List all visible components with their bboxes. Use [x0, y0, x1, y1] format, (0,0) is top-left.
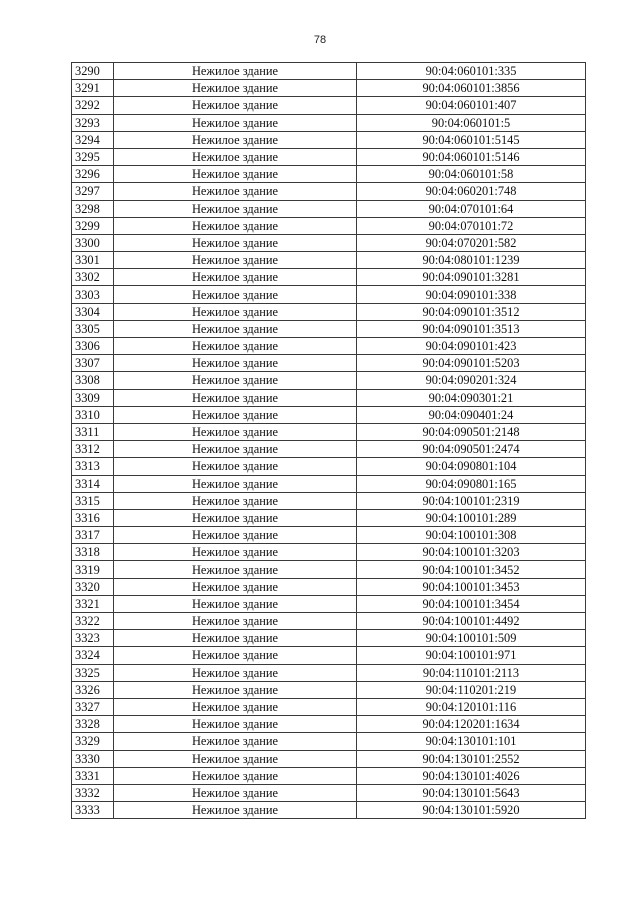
row-number-cell: 3326: [72, 681, 114, 698]
cadastral-number-cell: 90:04:080101:1239: [357, 252, 586, 269]
table-row: [72, 458, 586, 475]
table-row: [72, 200, 586, 217]
cadastral-number-cell: 90:04:060101:407: [357, 97, 586, 114]
row-number-cell: 3315: [72, 492, 114, 509]
object-type-cell: Нежилое здание: [114, 166, 357, 183]
cadastral-number-cell: 90:04:090101:5203: [357, 355, 586, 372]
row-number-cell: 3291: [72, 80, 114, 97]
cadastral-number-cell: 90:04:120101:116: [357, 698, 586, 715]
object-type-cell: Нежилое здание: [114, 234, 357, 251]
cadastral-number-cell: 90:04:100101:289: [357, 509, 586, 526]
table-row: [72, 217, 586, 234]
cadastral-number-cell: 90:04:090501:2148: [357, 423, 586, 440]
row-number-cell: 3311: [72, 423, 114, 440]
object-type-cell: Нежилое здание: [114, 784, 357, 801]
row-number-cell: 3330: [72, 750, 114, 767]
row-number-cell: 3316: [72, 509, 114, 526]
cadastral-number-cell: 90:04:090801:165: [357, 475, 586, 492]
table-row: [72, 269, 586, 286]
table-row: [72, 475, 586, 492]
row-number-cell: 3314: [72, 475, 114, 492]
object-type-cell: Нежилое здание: [114, 97, 357, 114]
object-type-cell: Нежилое здание: [114, 303, 357, 320]
object-type-cell: Нежилое здание: [114, 613, 357, 630]
table-row: [72, 389, 586, 406]
table-row: [72, 148, 586, 165]
object-type-cell: Нежилое здание: [114, 681, 357, 698]
row-number-cell: 3331: [72, 767, 114, 784]
object-type-cell: Нежилое здание: [114, 733, 357, 750]
cadastral-number-cell: 90:04:070101:64: [357, 200, 586, 217]
row-number-cell: 3332: [72, 784, 114, 801]
object-type-cell: Нежилое здание: [114, 698, 357, 715]
table-row: [72, 664, 586, 681]
table-row: [72, 423, 586, 440]
cadastral-number-cell: 90:04:100101:3203: [357, 544, 586, 561]
table-row: [72, 441, 586, 458]
table-row: [72, 509, 586, 526]
table-row: [72, 492, 586, 509]
row-number-cell: 3328: [72, 716, 114, 733]
object-type-cell: Нежилое здание: [114, 217, 357, 234]
row-number-cell: 3300: [72, 234, 114, 251]
table-row: [72, 252, 586, 269]
cadastral-number-cell: 90:04:130101:4026: [357, 767, 586, 784]
registry-table-body: [72, 63, 586, 819]
table-row: [72, 97, 586, 114]
row-number-cell: 3297: [72, 183, 114, 200]
object-type-cell: Нежилое здание: [114, 148, 357, 165]
row-number-cell: 3301: [72, 252, 114, 269]
cadastral-number-cell: 90:04:100101:509: [357, 630, 586, 647]
object-type-cell: Нежилое здание: [114, 458, 357, 475]
object-type-cell: Нежилое здание: [114, 269, 357, 286]
row-number-cell: 3312: [72, 441, 114, 458]
cadastral-number-cell: 90:04:060101:3856: [357, 80, 586, 97]
table-row: [72, 630, 586, 647]
table-row: [72, 784, 586, 801]
table-row: [72, 372, 586, 389]
table-row: [72, 406, 586, 423]
table-row: [72, 355, 586, 372]
object-type-cell: Нежилое здание: [114, 509, 357, 526]
cadastral-number-cell: 90:04:060101:58: [357, 166, 586, 183]
object-type-cell: Нежилое здание: [114, 183, 357, 200]
table-row: [72, 750, 586, 767]
table-row: [72, 802, 586, 819]
table-row: [72, 544, 586, 561]
cadastral-number-cell: 90:04:090101:338: [357, 286, 586, 303]
cadastral-number-cell: 90:04:090101:3512: [357, 303, 586, 320]
object-type-cell: Нежилое здание: [114, 475, 357, 492]
cadastral-number-cell: 90:04:060101:5: [357, 114, 586, 131]
table-row: [72, 613, 586, 630]
cadastral-number-cell: 90:04:090101:3281: [357, 269, 586, 286]
cadastral-number-cell: 90:04:100101:2319: [357, 492, 586, 509]
cadastral-number-cell: 90:04:110201:219: [357, 681, 586, 698]
cadastral-number-cell: 90:04:060101:5145: [357, 131, 586, 148]
object-type-cell: Нежилое здание: [114, 389, 357, 406]
row-number-cell: 3321: [72, 595, 114, 612]
object-type-cell: Нежилое здание: [114, 767, 357, 784]
cadastral-number-cell: 90:04:060101:5146: [357, 148, 586, 165]
table-row: [72, 63, 586, 80]
object-type-cell: Нежилое здание: [114, 338, 357, 355]
cadastral-number-cell: 90:04:100101:308: [357, 527, 586, 544]
object-type-cell: Нежилое здание: [114, 286, 357, 303]
row-number-cell: 3327: [72, 698, 114, 715]
table-row: [72, 114, 586, 131]
cadastral-number-cell: 90:04:060201:748: [357, 183, 586, 200]
cadastral-number-cell: 90:04:090101:423: [357, 338, 586, 355]
object-type-cell: Нежилое здание: [114, 544, 357, 561]
table-row: [72, 767, 586, 784]
row-number-cell: 3319: [72, 561, 114, 578]
row-number-cell: 3299: [72, 217, 114, 234]
table-row: [72, 80, 586, 97]
row-number-cell: 3292: [72, 97, 114, 114]
object-type-cell: Нежилое здание: [114, 131, 357, 148]
cadastral-number-cell: 90:04:120201:1634: [357, 716, 586, 733]
row-number-cell: 3293: [72, 114, 114, 131]
cadastral-number-cell: 90:04:090401:24: [357, 406, 586, 423]
object-type-cell: Нежилое здание: [114, 492, 357, 509]
table-row: [72, 131, 586, 148]
table-row: [72, 561, 586, 578]
table-row: [72, 234, 586, 251]
object-type-cell: Нежилое здание: [114, 372, 357, 389]
row-number-cell: 3303: [72, 286, 114, 303]
row-number-cell: 3325: [72, 664, 114, 681]
cadastral-number-cell: 90:04:090201:324: [357, 372, 586, 389]
object-type-cell: Нежилое здание: [114, 423, 357, 440]
cadastral-number-cell: 90:04:070201:582: [357, 234, 586, 251]
object-type-cell: Нежилое здание: [114, 80, 357, 97]
row-number-cell: 3323: [72, 630, 114, 647]
table-row: [72, 166, 586, 183]
object-type-cell: Нежилое здание: [114, 561, 357, 578]
object-type-cell: Нежилое здание: [114, 63, 357, 80]
object-type-cell: Нежилое здание: [114, 441, 357, 458]
row-number-cell: 3310: [72, 406, 114, 423]
row-number-cell: 3333: [72, 802, 114, 819]
object-type-cell: Нежилое здание: [114, 200, 357, 217]
row-number-cell: 3294: [72, 131, 114, 148]
row-number-cell: 3324: [72, 647, 114, 664]
cadastral-number-cell: 90:04:130101:2552: [357, 750, 586, 767]
object-type-cell: Нежилое здание: [114, 716, 357, 733]
cadastral-number-cell: 90:04:130101:5643: [357, 784, 586, 801]
object-type-cell: Нежилое здание: [114, 630, 357, 647]
table-row: [72, 320, 586, 337]
cadastral-number-cell: 90:04:130101:5920: [357, 802, 586, 819]
object-type-cell: Нежилое здание: [114, 750, 357, 767]
table-row: [72, 286, 586, 303]
object-type-cell: Нежилое здание: [114, 664, 357, 681]
object-type-cell: Нежилое здание: [114, 647, 357, 664]
object-type-cell: Нежилое здание: [114, 595, 357, 612]
cadastral-number-cell: 90:04:090501:2474: [357, 441, 586, 458]
table-row: [72, 303, 586, 320]
row-number-cell: 3295: [72, 148, 114, 165]
object-type-cell: Нежилое здание: [114, 114, 357, 131]
table-row: [72, 183, 586, 200]
row-number-cell: 3318: [72, 544, 114, 561]
row-number-cell: 3307: [72, 355, 114, 372]
object-type-cell: Нежилое здание: [114, 527, 357, 544]
object-type-cell: Нежилое здание: [114, 355, 357, 372]
object-type-cell: Нежилое здание: [114, 252, 357, 269]
row-number-cell: 3298: [72, 200, 114, 217]
table-row: [72, 527, 586, 544]
row-number-cell: 3322: [72, 613, 114, 630]
row-number-cell: 3329: [72, 733, 114, 750]
table-row: [72, 647, 586, 664]
row-number-cell: 3296: [72, 166, 114, 183]
cadastral-number-cell: 90:04:090101:3513: [357, 320, 586, 337]
cadastral-number-cell: 90:04:060101:335: [357, 63, 586, 80]
cadastral-number-cell: 90:04:100101:971: [357, 647, 586, 664]
table-row: [72, 681, 586, 698]
object-type-cell: Нежилое здание: [114, 802, 357, 819]
cadastral-number-cell: 90:04:130101:101: [357, 733, 586, 750]
table-row: [72, 698, 586, 715]
row-number-cell: 3313: [72, 458, 114, 475]
page-number: 78: [313, 34, 327, 46]
row-number-cell: 3304: [72, 303, 114, 320]
cadastral-number-cell: 90:04:100101:3454: [357, 595, 586, 612]
cadastral-number-cell: 90:04:110101:2113: [357, 664, 586, 681]
row-number-cell: 3308: [72, 372, 114, 389]
cadastral-number-cell: 90:04:090801:104: [357, 458, 586, 475]
object-type-cell: Нежилое здание: [114, 320, 357, 337]
property-registry-table: [71, 62, 586, 819]
cadastral-number-cell: 90:04:100101:4492: [357, 613, 586, 630]
row-number-cell: 3317: [72, 527, 114, 544]
cadastral-number-cell: 90:04:070101:72: [357, 217, 586, 234]
object-type-cell: Нежилое здание: [114, 578, 357, 595]
table-row: [72, 716, 586, 733]
row-number-cell: 3290: [72, 63, 114, 80]
table-row: [72, 578, 586, 595]
object-type-cell: Нежилое здание: [114, 406, 357, 423]
table-row: [72, 338, 586, 355]
row-number-cell: 3306: [72, 338, 114, 355]
row-number-cell: 3320: [72, 578, 114, 595]
row-number-cell: 3302: [72, 269, 114, 286]
table-row: [72, 733, 586, 750]
cadastral-number-cell: 90:04:100101:3452: [357, 561, 586, 578]
row-number-cell: 3305: [72, 320, 114, 337]
table-row: [72, 595, 586, 612]
cadastral-number-cell: 90:04:090301:21: [357, 389, 586, 406]
cadastral-number-cell: 90:04:100101:3453: [357, 578, 586, 595]
row-number-cell: 3309: [72, 389, 114, 406]
